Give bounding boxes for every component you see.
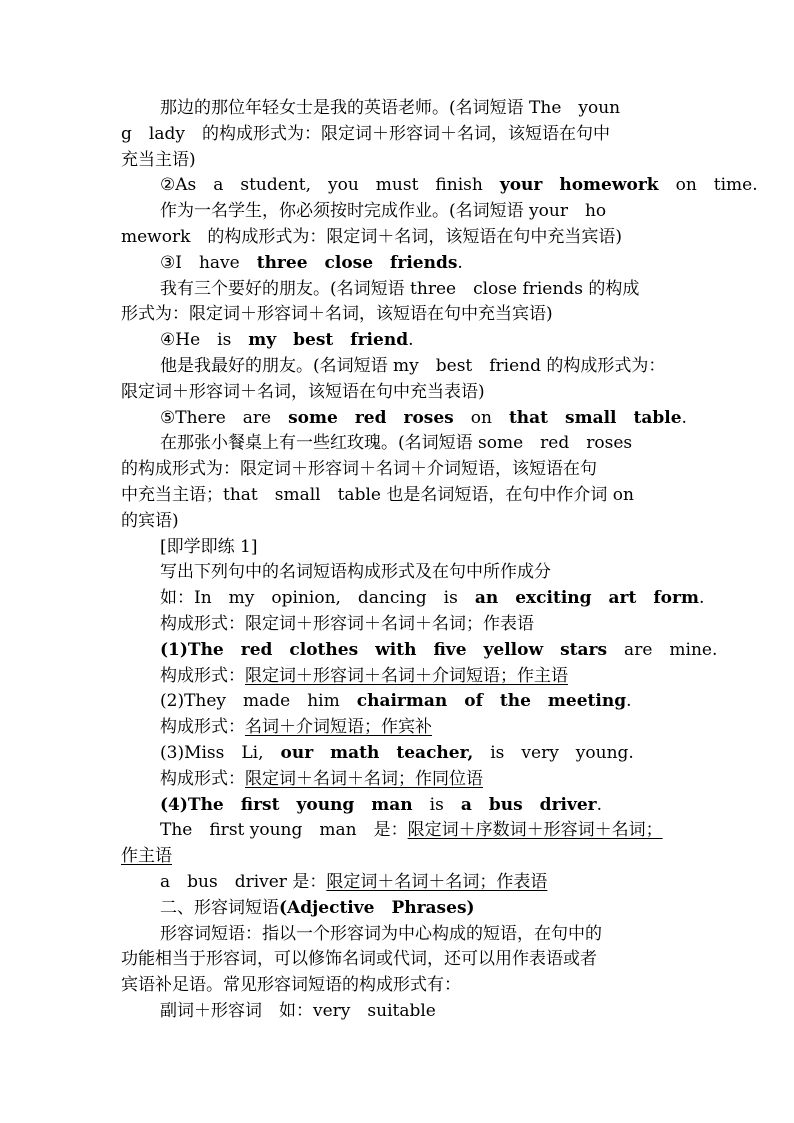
text-segment: 充当主语) xyxy=(121,149,196,170)
text-line xyxy=(121,664,676,690)
text-segment: 形式为：限定词＋形容词＋名词，该短语在句中充当宾语) xyxy=(121,304,553,325)
text-line xyxy=(121,431,676,457)
bold-phrase: chairman of the meeting xyxy=(356,691,627,712)
text-segment: on time. xyxy=(658,175,758,196)
bold-phrase: an exciting art form xyxy=(474,588,699,609)
text-line xyxy=(121,328,676,354)
text-line xyxy=(121,225,676,251)
text-line xyxy=(121,793,676,819)
text-line xyxy=(121,715,676,741)
bold-phrase: (Adjective Phrases) xyxy=(279,897,475,918)
text-line xyxy=(121,586,705,612)
text-segment: 构成形式： xyxy=(160,768,245,789)
text-line xyxy=(121,638,718,664)
bold-phrase: (4)The first young man xyxy=(160,794,413,815)
text-segment: 形容词短语：指以一个形容词为中心构成的短语，在句中的 xyxy=(160,923,602,944)
text-segment: 宾语补足语。常见形容词短语的构成形式有： xyxy=(121,975,461,996)
text-segment: . xyxy=(596,794,603,815)
text-segment: 他是我最好的朋友。(名词短语 my best friend 的构成形式为： xyxy=(160,355,666,376)
text-segment: . xyxy=(698,588,705,609)
text-segment: 作为一名学生，你必须按时完成作业。(名词短语 your ho xyxy=(160,201,607,222)
text-segment: are mine. xyxy=(607,639,718,660)
text-segment: 构成形式：限定词＋形容词＋名词＋名词；作表语 xyxy=(160,613,534,634)
text-segment: 构成形式： xyxy=(160,665,245,686)
text-line xyxy=(121,612,676,638)
text-line xyxy=(121,818,676,844)
answer-underlined-text: 作主语 xyxy=(121,846,172,867)
text-segment: (3)Miss Li, xyxy=(160,742,281,763)
text-segment: ④He is xyxy=(160,330,249,351)
text-segment: 二、形容词短语 xyxy=(160,897,279,918)
text-line xyxy=(121,251,676,277)
text-segment: 副词＋形容词 如：very suitable xyxy=(160,1000,436,1021)
text-line xyxy=(121,509,676,535)
text-segment: 的构成形式为：限定词＋形容词＋名词＋介词短语，该短语在句 xyxy=(121,459,597,480)
text-segment: 我有三个要好的朋友。(名词短语 three close friends 的构成 xyxy=(160,278,640,299)
text-segment: 构成形式： xyxy=(160,717,245,738)
text-segment: 写出下列句中的名词短语构成形式及在句中所作成分 xyxy=(160,562,551,583)
text-segment: 在那张小餐桌上有一些红玫瑰。(名词短语 some red roses xyxy=(160,433,633,454)
text-segment: The first young man 是： xyxy=(160,820,408,841)
text-segment: 如：In my opinion, dancing is xyxy=(160,588,475,609)
text-segment: 功能相当于形容词，可以修饰名词或代词，还可以用作表语或者 xyxy=(121,949,597,970)
answer-underlined-text: 限定词＋名词＋名词；作同位语 xyxy=(245,768,483,789)
text-line xyxy=(121,406,687,432)
text-line xyxy=(121,741,676,767)
text-segment: . xyxy=(457,252,463,273)
text-segment: . xyxy=(626,691,632,712)
text-line xyxy=(121,354,676,380)
text-line xyxy=(121,844,676,870)
text-line xyxy=(121,973,676,999)
text-segment: g lady 的构成形式为：限定词＋形容词＋名词，该短语在句中 xyxy=(121,123,610,144)
text-line xyxy=(121,122,676,148)
bold-phrase: a bus driver xyxy=(460,794,597,815)
text-line xyxy=(121,483,676,509)
bold-phrase: that small table xyxy=(508,407,682,428)
text-line xyxy=(121,148,676,174)
text-line xyxy=(121,173,758,199)
text-line xyxy=(121,999,676,1025)
document-body xyxy=(121,96,758,1025)
bold-phrase: (1)The red clothes with five yellow stars xyxy=(160,639,608,660)
text-line xyxy=(121,870,676,896)
bold-phrase: our math teacher, xyxy=(280,742,474,763)
text-line xyxy=(121,560,676,586)
text-segment: [即学即练 1] xyxy=(160,536,258,557)
text-line xyxy=(121,199,676,225)
answer-underlined-text: 名词＋介词短语；作宾补 xyxy=(245,717,432,738)
text-segment: 的宾语) xyxy=(121,510,179,531)
answer-underlined-text: 限定词＋名词＋名词；作表语 xyxy=(326,871,548,892)
text-segment: on xyxy=(453,407,509,428)
bold-phrase: your homework xyxy=(499,175,659,196)
text-line xyxy=(121,302,676,328)
answer-underlined-text: 限定词＋序数词＋形容词＋名词； xyxy=(407,820,663,841)
text-segment: a bus driver 是： xyxy=(160,871,327,892)
text-line xyxy=(121,947,676,973)
text-segment: ③I have xyxy=(160,252,257,273)
text-line xyxy=(121,380,676,406)
text-line xyxy=(121,767,676,793)
bold-phrase: some red roses xyxy=(288,407,454,428)
text-segment: mework 的构成形式为：限定词＋名词，该短语在句中充当宾语) xyxy=(121,226,623,247)
text-segment: is xyxy=(412,794,461,815)
text-line xyxy=(121,277,676,303)
text-segment: (2)They made him xyxy=(160,691,357,712)
text-segment: . xyxy=(408,330,414,351)
bold-phrase: three close friends xyxy=(256,252,458,273)
bold-phrase: my best friend xyxy=(248,330,409,351)
text-segment: is very young. xyxy=(473,742,634,763)
text-line xyxy=(121,535,676,561)
text-segment: ②As a student, you must finish xyxy=(160,175,500,196)
text-line xyxy=(121,457,676,483)
text-segment: . xyxy=(681,407,687,428)
text-line xyxy=(121,96,676,122)
text-line xyxy=(121,922,676,948)
text-line xyxy=(121,896,676,922)
text-segment: ⑤There are xyxy=(160,407,289,428)
text-segment: 限定词＋形容词＋名词，该短语在句中充当表语) xyxy=(121,381,485,402)
text-segment: 中充当主语；that small table 也是名词短语，在句中作介词 on xyxy=(121,484,634,505)
text-line xyxy=(121,689,676,715)
text-segment: 那边的那位年轻女士是我的英语老师。(名词短语 The youn xyxy=(160,98,621,118)
answer-underlined-text: 限定词＋形容词＋名词＋介词短语；作主语 xyxy=(245,665,568,686)
